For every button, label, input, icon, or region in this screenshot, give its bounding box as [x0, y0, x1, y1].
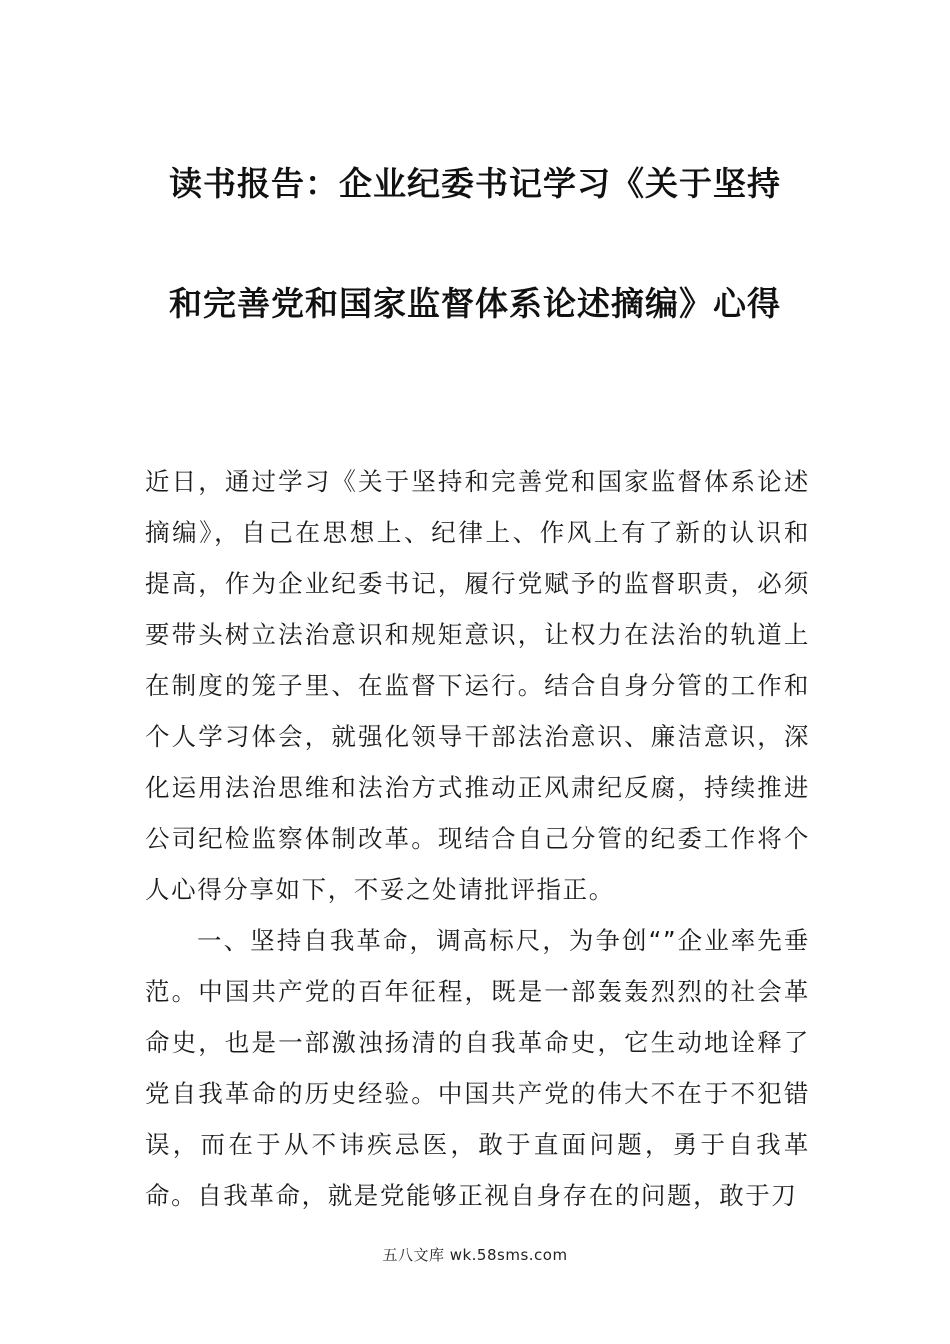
document-title-line-2: 和完善党和国家监督体系论述摘编》心得: [169, 284, 781, 323]
document-body: [145, 456, 810, 1221]
footer-watermark: 五八文库 wk.58sms.com: [382, 1246, 568, 1264]
document-title-line-1: 读书报告：企业纪委书记学习《关于坚持: [169, 164, 781, 203]
paragraph-intro: 近日，通过学习《关于坚持和完善党和国家监督体系论述摘编》，自己在思想上、纪律上、作风上有了新的认识和提高，作为企业纪委书记，履行党赋予的监督职责，必须要带头树立法治意识和规矩意识，让权力在法治的轨道上在制度的笼子里、在监督下运行。结合自身分管的工作和个人学习体会，就强化领导干部法治意识、廉洁意识，深化运用法治思维和法治方式推动正风肃纪反腐，持续推进公司纪检监察体制改革。现结合自己分管的纪委工作将个人心得分享如下，不妥之处请批评指正。: [145, 467, 810, 904]
paragraph-section-one: 一、坚持自我革命，调高标尺，为争创“”企业率先垂范。中国共产党的百年征程，既是一部轰轰烈烈的社会革命史，也是一部激浊扬清的自我革命史，它生动地诠释了党自我革命的历史经验。中国共产党的伟大不在于不犯错误，而在于从不讳疾忌医，敢于直面问题，勇于自我革命。自我革命，就是党能够正视自身存在的问题，敢于刀: [145, 926, 810, 1210]
